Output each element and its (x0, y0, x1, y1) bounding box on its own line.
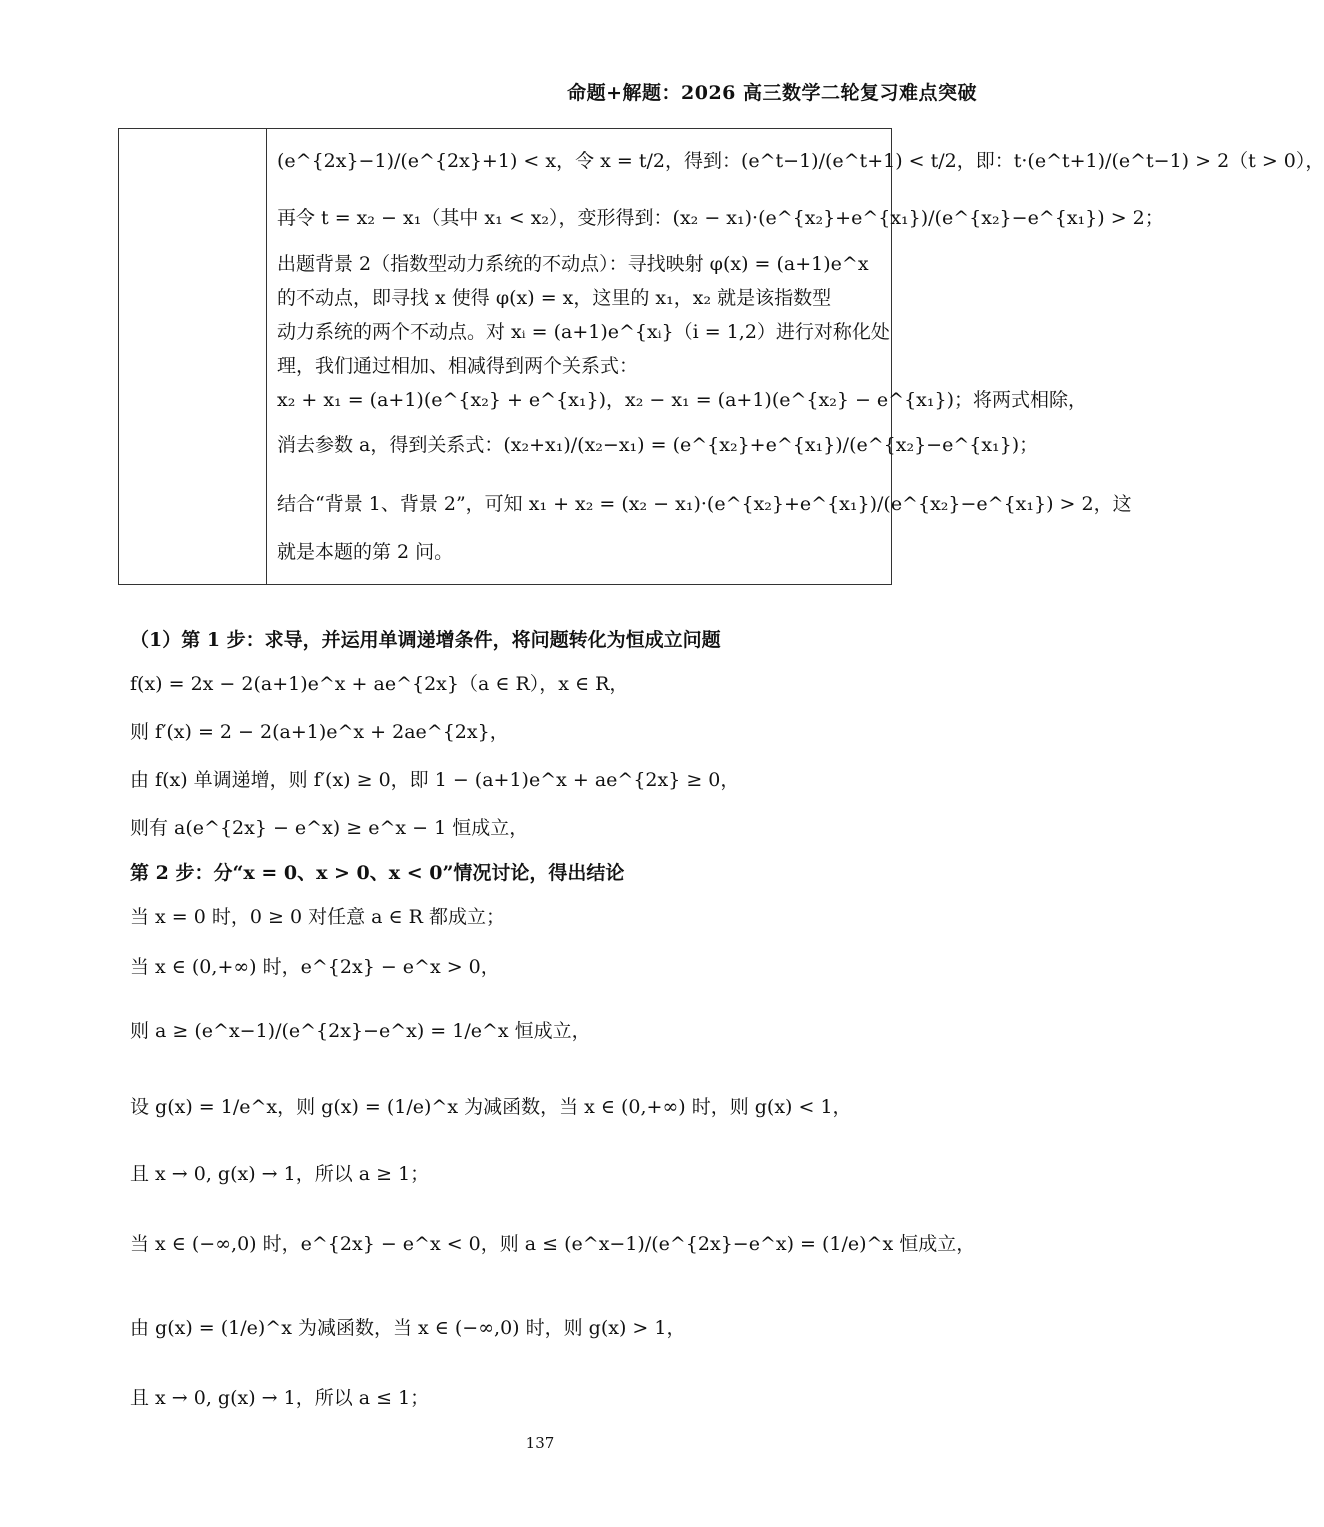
solution-line: 当 x ∈ (−∞,0) 时，e^{2x} − e^x < 0，则 a ≤ (e^x−1)/(e^{2x}−e^x) = (1/e)^x 恒成立， (130, 1233, 976, 1255)
table-line-1: (e^{2x}−1)/(e^{2x}+1) < x，令 x = t/2，得到：(e^t−1)/(e^t+1) < t/2，即：t·(e^t+1)/(e^t−1) > 2（t > 0）， (277, 150, 1324, 172)
table-content (277, 133, 1324, 569)
table-line-2: 再令 t = x₂ − x₁（其中 x₁ < x₂），变形得到：(x₂ − x₁)·(e^{x₂}+e^{x₁})/(e^{x₂}−e^{x₁}) > 2； (277, 207, 1164, 229)
solution-line: 当 x ∈ (0,+∞) 时，e^{2x} − e^x > 0， (130, 956, 500, 978)
table-column-divider (266, 129, 267, 584)
solution-line: 由 g(x) = (1/e)^x 为减函数，当 x ∈ (−∞,0) 时，则 g(x) > 1， (130, 1317, 686, 1339)
table-line-4: 的不动点，即寻找 x 使得 φ(x) = x，这里的 x₁，x₂ 就是该指数型 (277, 287, 832, 309)
solution-line: 当 x = 0 时，0 ≥ 0 对任意 a ∈ R 都成立； (130, 906, 505, 928)
table-line-6: 理，我们通过相加、相减得到两个关系式： (277, 355, 639, 377)
solution-line: 则 f′(x) = 2 − 2(a+1)e^x + 2ae^{2x}， (130, 721, 509, 743)
page-header-title: 命题+解题：2026 高三数学二轮复习难点突破 (567, 82, 977, 104)
solution-line: 由 f(x) 单调递增，则 f′(x) ≥ 0，即 1 − (a+1)e^x + ae^{2x} ≥ 0， (130, 769, 740, 791)
solution-step-1-heading: （1）第 1 步：求导，并运用单调递增条件，将问题转化为恒成立问题 (130, 629, 721, 651)
solution-line: 则 a ≥ (e^x−1)/(e^{2x}−e^x) = 1/e^x 恒成立， (130, 1020, 591, 1042)
table-line-10: 就是本题的第 2 问。 (277, 541, 454, 563)
solution-line: 则有 a(e^{2x} − e^x) ≥ e^x − 1 恒成立， (130, 817, 529, 839)
solution-line: f(x) = 2x − 2(a+1)e^x + ae^{2x}（a ∈ R），x ∈ R， (130, 673, 629, 695)
table-line-8: 消去参数 a，得到关系式：(x₂+x₁)/(x₂−x₁) = (e^{x₂}+e^{x₁})/(e^{x₂}−e^{x₁})； (277, 434, 1039, 456)
table-line-7: x₂ + x₁ = (a+1)(e^{x₂} + e^{x₁})，x₂ − x₁ = (a+1)(e^{x₂} − e^{x₁})；将两式相除， (277, 389, 1087, 411)
solution-step-2-heading: 第 2 步：分“x = 0、x > 0、x < 0”情况讨论，得出结论 (130, 862, 625, 884)
solution-line: 设 g(x) = 1/e^x，则 g(x) = (1/e)^x 为减函数，当 x ∈ (0,+∞) 时，则 g(x) < 1， (130, 1096, 852, 1118)
solution-line: 且 x → 0, g(x) → 1，所以 a ≥ 1； (130, 1163, 430, 1185)
solution-line: 且 x → 0, g(x) → 1，所以 a ≤ 1； (130, 1387, 430, 1409)
solution-section (130, 620, 980, 1426)
page-number: 137 (525, 1434, 555, 1452)
background-table (118, 128, 1324, 585)
table-line-9: 结合“背景 1、背景 2”，可知 x₁ + x₂ = (x₂ − x₁)·(e^{x₂}+e^{x₁})/(e^{x₂}−e^{x₁}) > 2，这 (277, 493, 1132, 515)
table-line-5: 动力系统的两个不动点。对 xᵢ = (a+1)e^{xᵢ}（i = 1,2）进行对称化处 (277, 321, 890, 343)
table-line-3: 出题背景 2（指数型动力系统的不动点）：寻找映射 φ(x) = (a+1)e^x (277, 253, 869, 275)
